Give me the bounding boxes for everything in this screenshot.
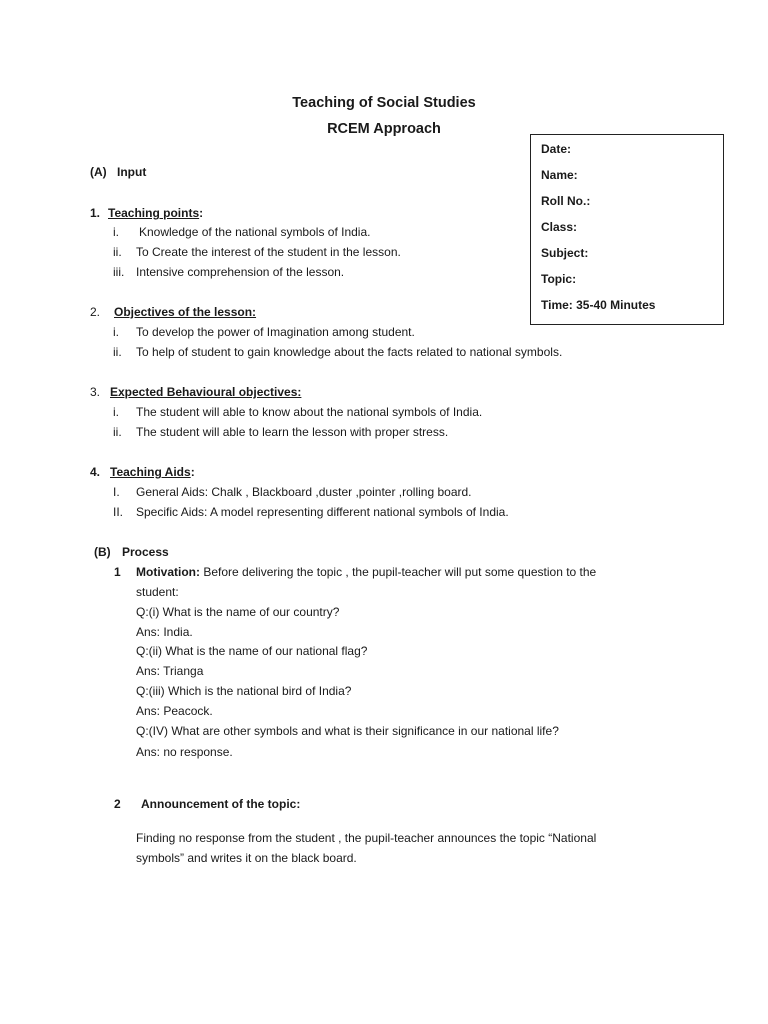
section-b-label: Process <box>122 545 169 559</box>
aids-marker: I. <box>113 485 120 499</box>
behavioural-heading: Expected Behavioural objectives: <box>110 385 302 399</box>
question: Q:(ii) What is the name of our national flag? <box>136 644 368 658</box>
announcement-text: Finding no response from the student , the pupil-teacher announces the topic “National <box>136 831 597 845</box>
answer: Ans: no response. <box>136 745 233 759</box>
motivation-number: 1 <box>114 565 121 579</box>
teaching-point-marker: ii. <box>113 245 122 259</box>
answer: Ans: India. <box>136 625 193 639</box>
announcement-number: 2 <box>114 797 121 811</box>
question: Q:(iii) Which is the national bird of India? <box>136 684 352 698</box>
info-box <box>530 134 724 325</box>
behavioural-marker: i. <box>113 405 119 419</box>
objective-text: To develop the power of Imagination among student. <box>136 325 415 339</box>
section-a-label: Input <box>117 165 147 179</box>
document-title: Teaching of Social Studies <box>292 95 476 111</box>
teaching-point-marker: iii. <box>113 265 125 279</box>
objective-marker: ii. <box>113 345 122 359</box>
teaching-point-text: Intensive comprehension of the lesson. <box>136 265 345 279</box>
section-b-marker: (B) <box>94 545 111 559</box>
behavioural-text: The student will able to know about the national symbols of India. <box>136 405 483 419</box>
info-class: Class: <box>541 220 578 234</box>
info-time: Time: 35-40 Minutes <box>541 298 656 312</box>
announcement-heading: Announcement of the topic: <box>141 797 301 811</box>
objectives-number: 2. <box>90 305 101 319</box>
aids-heading: Teaching Aids: <box>110 465 195 479</box>
teaching-point-marker: i. <box>113 225 119 239</box>
behavioural-number: 3. <box>90 385 101 399</box>
aids-text: Specific Aids: A model representing different national symbols of India. <box>136 505 509 519</box>
aids-number: 4. <box>90 465 101 479</box>
info-subject: Subject: <box>541 246 589 260</box>
teaching-points-heading: Teaching points: <box>108 206 204 220</box>
document-subtitle: RCEM Approach <box>327 121 441 137</box>
info-topic: Topic: <box>541 272 577 286</box>
section-a-marker: (A) <box>90 165 107 179</box>
teaching-point-text: To Create the interest of the student in the lesson. <box>136 245 401 259</box>
objective-text: To help of student to gain knowledge about the facts related to national symbols. <box>136 345 563 359</box>
teaching-point-text: Knowledge of the national symbols of India. <box>139 225 371 239</box>
objective-marker: i. <box>113 325 119 339</box>
teaching-points-number: 1. <box>90 206 101 220</box>
aids-text: General Aids: Chalk , Blackboard ,duster ,pointer ,rolling board. <box>136 485 472 499</box>
motivation-line: Motivation: Before delivering the topic , the pupil-teacher will put some question to the <box>136 565 597 579</box>
aids-marker: II. <box>113 505 124 519</box>
motivation-line-continued: student: <box>136 585 179 599</box>
behavioural-text: The student will able to learn the lesson with proper stress. <box>136 425 449 439</box>
answer: Ans: Trianga <box>136 664 204 678</box>
answer: Ans: Peacock. <box>136 704 213 718</box>
question: Q:(i) What is the name of our country? <box>136 605 340 619</box>
objectives-heading: Objectives of the lesson: <box>114 305 257 319</box>
announcement-text-continued: symbols” and writes it on the black board. <box>136 851 357 865</box>
info-roll-no: Roll No.: <box>541 194 591 208</box>
info-name: Name: <box>541 168 578 182</box>
question: Q:(IV) What are other symbols and what is their significance in our national life? <box>136 724 559 738</box>
info-date: Date: <box>541 142 572 156</box>
behavioural-marker: ii. <box>113 425 122 439</box>
